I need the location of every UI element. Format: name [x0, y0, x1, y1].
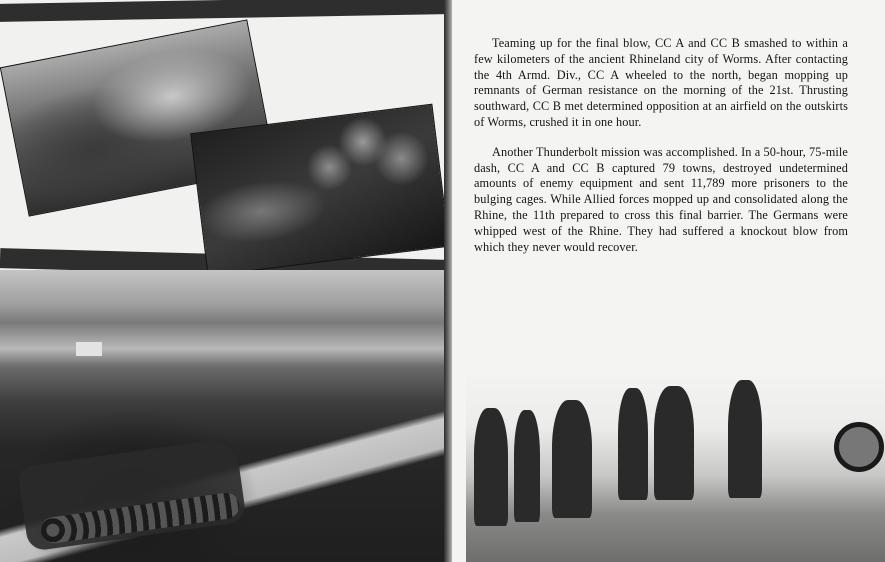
paragraph-1: Teaming up for the final blow, CC A and CC B smashed to within a few kilometers of the ancient Rhineland city of Worms. After contacting the 4th Armd. Div., CC A wheeled to the north, began mopping up remnants of German resistance on the morning of the 21st. Thrusting southward, CC B met determined opposition at an airfield on the outskirts of Worms, crushed it in one hour.: [474, 36, 848, 129]
paragraph-2: Another Thunderbolt mission was accomplished. In a 50-hour, 75-mile dash, CC A and CC B captured 79 towns, destroyed undetermined amounts of enemy equipment and sent 11,789 more prisoners to the bulging cages. While Allied forces mopped up and consolidated along the Rhine, the 11th prepared to cross this final barrier. The Germans were whipped west of the Rhine. They had suffered a knockout blow from which they never would recover.: [474, 144, 848, 254]
jeep-wheel: [834, 422, 884, 472]
figure-silhouette: [654, 386, 694, 500]
figure-silhouette: [514, 410, 540, 522]
top-black-band: [0, 0, 447, 22]
article-text: [474, 36, 848, 269]
right-page: [452, 0, 885, 562]
photo-prisoners-surrendering: [466, 370, 885, 562]
farmhouse-shape: [76, 342, 102, 356]
figure-silhouette: [552, 400, 592, 518]
figure-silhouette: [728, 380, 762, 498]
figure-silhouette: [618, 388, 648, 500]
figure-silhouette: [474, 408, 508, 526]
photo-helmeted-soldiers: [190, 104, 447, 277]
